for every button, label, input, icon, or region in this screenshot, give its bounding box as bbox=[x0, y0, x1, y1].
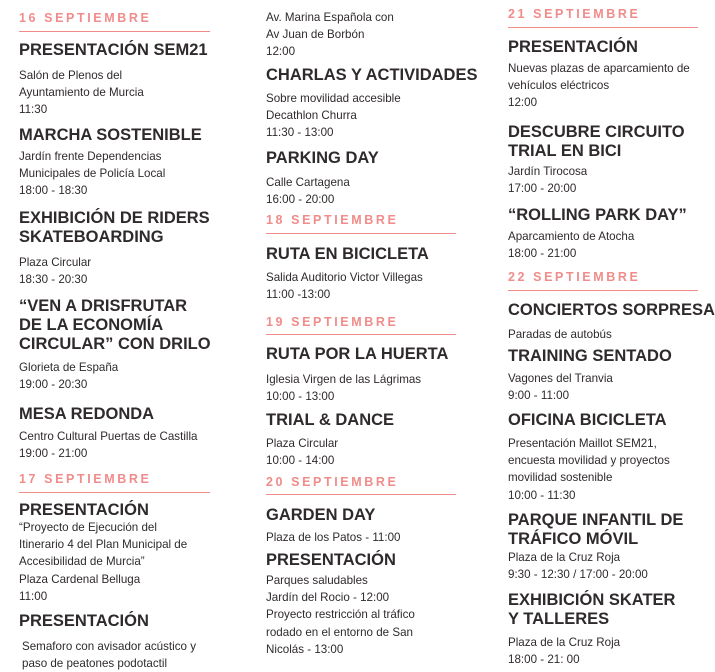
event-title bbox=[508, 511, 683, 549]
event-detail-line: Itinerario 4 del Plan Municipal de bbox=[19, 538, 188, 552]
event-details bbox=[22, 638, 196, 672]
event-title bbox=[19, 501, 149, 520]
event-title-line: DE LA ECONOMÍA bbox=[19, 316, 164, 334]
event-detail-line: vehículos eléctricos bbox=[508, 79, 610, 93]
event-title-line: TRIAL & DANCE bbox=[266, 411, 395, 429]
event-detail-line: Av Juan de Borbón bbox=[266, 28, 365, 42]
event-detail-line: Plaza Circular bbox=[266, 437, 339, 450]
event-title bbox=[508, 123, 685, 161]
date-divider bbox=[508, 290, 698, 291]
event-details bbox=[266, 269, 423, 303]
event-details bbox=[508, 163, 587, 197]
event-title-line: PARKING DAY bbox=[266, 149, 379, 167]
event-detail-line: Plaza Circular bbox=[19, 256, 92, 269]
event-title-line: PRESENTACIÓN bbox=[266, 551, 396, 569]
event-details bbox=[19, 519, 187, 605]
event-title bbox=[508, 411, 667, 430]
event-detail-line: Proyecto restricción al tráfico bbox=[266, 608, 415, 622]
event-title bbox=[19, 209, 210, 247]
event-detail-line: 11:00 bbox=[19, 589, 48, 603]
event-details bbox=[266, 90, 401, 142]
event-detail-line: 11:30 - 13:00 bbox=[266, 126, 334, 140]
event-title bbox=[266, 551, 396, 570]
event-title-line: GARDEN DAY bbox=[266, 506, 376, 524]
event-title bbox=[508, 347, 672, 366]
event-details bbox=[508, 634, 620, 668]
event-detail-line: Ayuntamiento de Murcia bbox=[19, 86, 144, 100]
event-title bbox=[19, 41, 208, 60]
event-title-line: RUTA POR LA HUERTA bbox=[266, 345, 449, 363]
event-title bbox=[19, 297, 211, 354]
event-detail-line: 12:00 bbox=[508, 96, 538, 110]
event-detail-line: 19:00 - 20:30 bbox=[19, 378, 88, 392]
event-title bbox=[19, 612, 149, 631]
date-heading-21: 21 SEPTIEMBRE bbox=[508, 7, 641, 21]
event-title-line: “VEN A DRISFRUTAR bbox=[19, 297, 188, 315]
event-title-line: EXHIBICIÓN SKATER bbox=[508, 591, 676, 609]
event-title-line: SKATEBOARDING bbox=[19, 228, 164, 246]
event-details bbox=[266, 174, 350, 208]
event-detail-line: Calle Cartagena bbox=[266, 176, 350, 189]
event-detail-line: Iglesia Virgen de las Lágrimas bbox=[266, 373, 422, 386]
event-detail-line: 10:00 - 13:00 bbox=[266, 390, 335, 404]
event-detail-line: Plaza de la Cruz Roja bbox=[508, 636, 621, 649]
date-divider bbox=[266, 494, 456, 495]
event-details bbox=[19, 148, 165, 200]
event-title-line: PRESENTACIÓN bbox=[19, 612, 149, 630]
event-title bbox=[266, 506, 375, 525]
date-divider bbox=[19, 31, 210, 32]
event-detail-line: Jardín Tirocosa bbox=[508, 165, 588, 178]
event-title-line: EXHIBICIÓN DE RIDERS bbox=[19, 209, 210, 227]
event-title bbox=[508, 591, 675, 629]
event-details bbox=[19, 428, 198, 462]
event-detail-line: Decathlon Churra bbox=[266, 109, 357, 123]
event-title bbox=[266, 66, 477, 85]
event-detail-line: Jardín del Rocio - 12:00 bbox=[266, 591, 390, 605]
event-details bbox=[266, 9, 394, 61]
event-title-line: CONCIERTOS SORPRESA bbox=[508, 301, 715, 319]
date-heading-20: 20 SEPTIEMBRE bbox=[266, 475, 399, 489]
event-title-line: DESCUBRE CIRCUITO bbox=[508, 123, 685, 141]
event-details bbox=[508, 370, 613, 404]
event-detail-line: 18:00 - 21:00 bbox=[508, 247, 577, 261]
event-title-line: PRESENTACIÓN bbox=[19, 501, 149, 519]
event-detail-line: Glorieta de España bbox=[19, 361, 119, 374]
event-title bbox=[508, 206, 687, 225]
event-title-line: TRÁFICO MÓVIL bbox=[508, 530, 639, 548]
event-detail-line: 17:00 - 20:00 bbox=[508, 182, 577, 196]
date-divider bbox=[266, 334, 456, 335]
event-detail-line: Municipales de Policía Local bbox=[19, 167, 166, 181]
event-detail-line: rodado en el entorno de San bbox=[266, 625, 413, 639]
event-title bbox=[19, 405, 154, 424]
event-detail-line: Jardín frente Dependencias bbox=[19, 150, 162, 163]
event-detail-line: 9:00 - 11:00 bbox=[508, 389, 570, 403]
event-details bbox=[266, 371, 421, 405]
event-title-line: TRIAL EN BICI bbox=[508, 142, 622, 160]
event-detail-line: 11:00 -13:00 bbox=[266, 288, 331, 302]
event-detail-line: 11:30 bbox=[19, 103, 48, 117]
event-details bbox=[19, 359, 118, 393]
event-title bbox=[19, 126, 202, 145]
event-detail-line: Sobre movilidad accesible bbox=[266, 92, 401, 105]
event-detail-line: Salón de Plenos del bbox=[19, 69, 123, 82]
event-detail-line: “Proyecto de Ejecución del bbox=[19, 521, 157, 534]
event-detail-line: Aparcamiento de Atocha bbox=[508, 230, 635, 243]
event-title bbox=[266, 149, 379, 168]
event-detail-line: 10:00 - 11:30 bbox=[508, 488, 576, 502]
event-detail-line: Paradas de autobús bbox=[508, 328, 612, 341]
event-detail-line: encuesta movilidad y proyectos bbox=[508, 454, 670, 468]
event-detail-line: 19:00 - 21:00 bbox=[19, 447, 88, 461]
date-divider bbox=[508, 27, 698, 28]
event-detail-line: Semaforo con avisador acústico y bbox=[22, 640, 196, 653]
event-detail-line: Centro Cultural Puertas de Castilla bbox=[19, 430, 198, 443]
date-heading-22: 22 SEPTIEMBRE bbox=[508, 270, 641, 284]
event-title bbox=[266, 411, 394, 430]
event-detail-line: 12:00 bbox=[266, 45, 296, 59]
event-detail-line: Plaza Cardenal Belluga bbox=[19, 572, 141, 586]
event-details bbox=[266, 529, 400, 546]
event-detail-line: 18:00 - 21: 00 bbox=[508, 653, 580, 667]
event-title-line: PRESENTACIÓN bbox=[508, 38, 638, 56]
event-detail-line: Salida Auditorio Victor Villegas bbox=[266, 271, 423, 284]
event-title bbox=[266, 345, 448, 364]
date-heading-16: 16 SEPTIEMBRE bbox=[19, 11, 152, 25]
event-detail-line: paso de peatones podotactil bbox=[22, 657, 168, 671]
event-title-line: RUTA EN BICICLETA bbox=[266, 245, 429, 263]
event-detail-line: movilidad sostenible bbox=[508, 471, 613, 485]
date-heading-18: 18 SEPTIEMBRE bbox=[266, 213, 399, 227]
event-details bbox=[508, 326, 612, 343]
event-detail-line: Nuevas plazas de aparcamiento de bbox=[508, 62, 690, 75]
date-heading-19: 19 SEPTIEMBRE bbox=[266, 315, 399, 329]
event-title-line: MARCHA SOSTENIBLE bbox=[19, 126, 202, 144]
date-divider bbox=[19, 492, 210, 493]
event-detail-line: Plaza de los Patos - 11:00 bbox=[266, 531, 401, 544]
event-details bbox=[508, 228, 634, 262]
event-details bbox=[508, 435, 670, 504]
event-details bbox=[266, 572, 415, 658]
event-title-line: TRAINING SENTADO bbox=[508, 347, 672, 365]
event-title-line: PRESENTACIÓN SEM21 bbox=[19, 41, 208, 59]
event-detail-line: Nicolás - 13:00 bbox=[266, 642, 344, 656]
event-detail-line: 16:00 - 20:00 bbox=[266, 193, 335, 207]
event-detail-line: Accesibilidad de Murcia” bbox=[19, 555, 145, 569]
event-title-line: MESA REDONDA bbox=[19, 405, 155, 423]
event-detail-line: Av. Marina Española con bbox=[266, 11, 394, 24]
event-detail-line: Presentación Maillot SEM21, bbox=[508, 437, 657, 450]
event-title bbox=[508, 38, 638, 57]
event-title-line: OFICINA BICICLETA bbox=[508, 411, 667, 429]
event-detail-line: 18:00 - 18:30 bbox=[19, 184, 88, 198]
event-detail-line: 9:30 - 12:30 / 17:00 - 20:00 bbox=[508, 568, 648, 582]
event-details bbox=[266, 435, 338, 469]
event-title-line: “ROLLING PARK DAY” bbox=[508, 206, 687, 224]
event-detail-line: 18:30 - 20:30 bbox=[19, 273, 88, 287]
event-detail-line: Vagones del Tranvia bbox=[508, 372, 613, 385]
event-title-line: CIRCULAR” CON DRILO bbox=[19, 335, 211, 353]
event-title-line: Y TALLERES bbox=[508, 610, 610, 628]
event-title-line: CHARLAS Y ACTIVIDADES bbox=[266, 66, 478, 84]
date-heading-17: 17 SEPTIEMBRE bbox=[19, 472, 152, 486]
event-details bbox=[19, 67, 144, 119]
event-details bbox=[508, 549, 648, 583]
event-details bbox=[508, 60, 690, 112]
event-detail-line: Plaza de la Cruz Roja bbox=[508, 551, 621, 564]
event-title bbox=[508, 301, 715, 320]
event-detail-line: 10:00 - 14:00 bbox=[266, 454, 335, 468]
date-divider bbox=[266, 233, 456, 234]
event-detail-line: Parques saludables bbox=[266, 574, 368, 587]
event-details bbox=[19, 254, 91, 288]
event-title-line: PARQUE INFANTIL DE bbox=[508, 511, 684, 529]
event-title bbox=[266, 245, 429, 264]
